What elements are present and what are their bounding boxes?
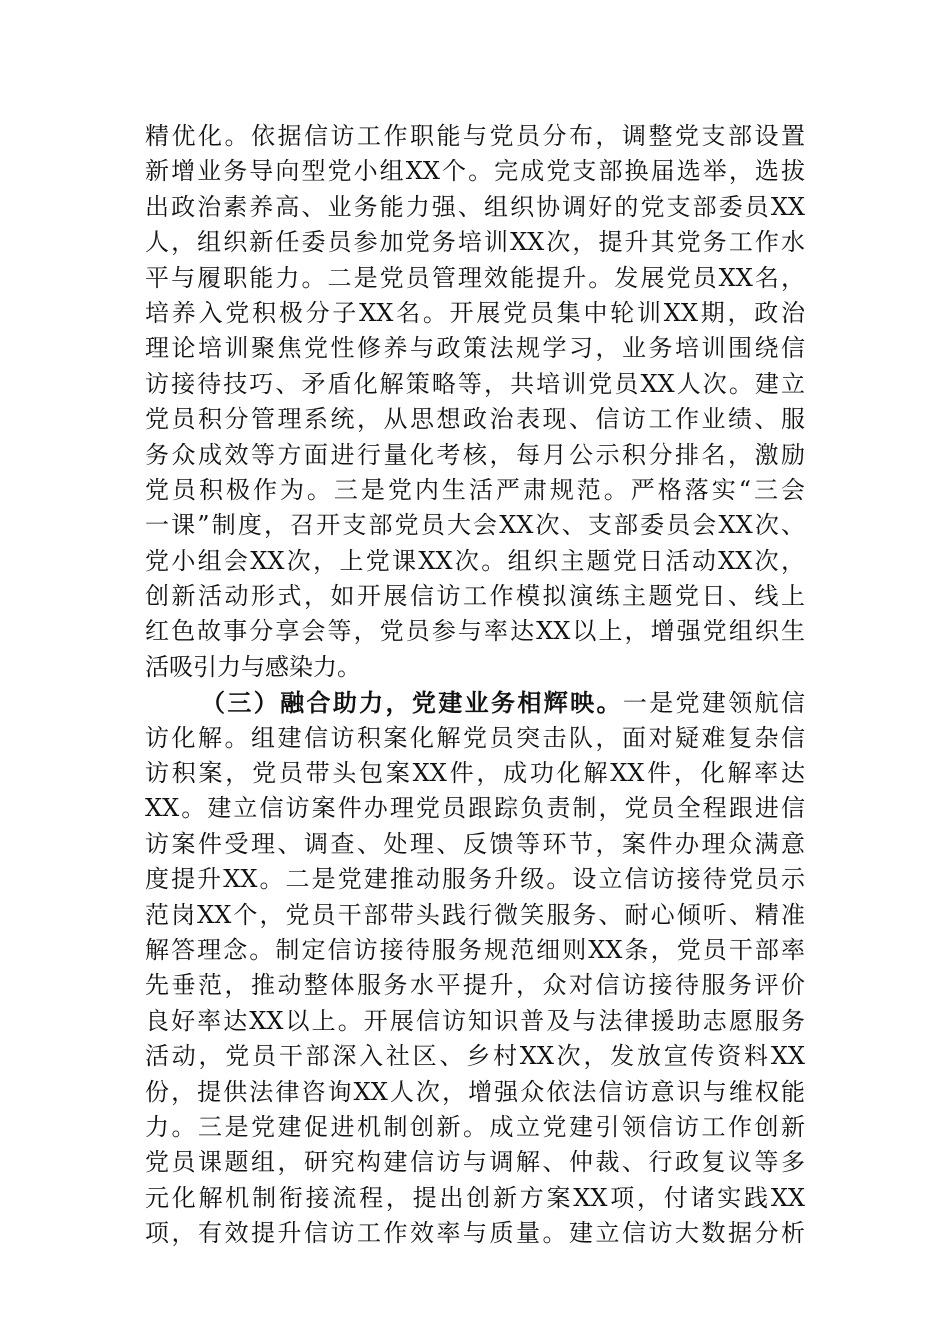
text-line: 红色故事分享会等，党员参与率达XX以上，增强党组织生 <box>145 617 805 646</box>
text-line: 访案件受理、调查、处理、反馈等环节，案件办理众满意 <box>145 829 805 858</box>
text-line: 党员课题组，研究构建信访与调解、仲裁、行政复议等多 <box>145 1148 805 1177</box>
text-line: 访接待技巧、矛盾化解策略等，共培训党员XX人次。建立 <box>145 369 805 398</box>
text-line: 精优化。依据信访工作职能与党员分布，调整党支部设置 <box>145 122 805 150</box>
text-line: 度提升XX。二是党建推动服务升级。设立信访接待党员示 <box>145 865 805 894</box>
paragraph-1 <box>145 119 805 685</box>
text-line: 理论培训聚焦党性修养与政策法规学习，业务培训围绕信 <box>145 334 805 363</box>
text-span: 一是党建领航信 <box>622 689 806 718</box>
text-line: 力。三是党建促进机制创新。成立党建引领信访工作创新 <box>145 1112 805 1141</box>
paragraph-2 <box>145 685 805 1251</box>
text-line: 解答理念。制定信访接待服务规范细则XX条，党员干部率 <box>145 935 805 964</box>
text-line: 平与履职能力。二是党员管理效能提升。发展党员XX名， <box>145 263 805 292</box>
text-line: 访积案，党员带头包案XX件，成功化解XX件，化解率达 <box>145 759 805 788</box>
section-heading: （三）融合助力，党建业务相辉映。 <box>201 688 623 718</box>
document-body <box>145 119 805 1252</box>
text-line: 党小组会XX次，上党课XX次。组织主题党日活动XX次， <box>145 546 805 575</box>
text-line: 务众成效等方面进行量化考核，每月公示积分排名，激励 <box>145 440 805 469</box>
text-line: 创新活动形式，如开展信访工作模拟演练主题党日、线上 <box>145 582 805 611</box>
text-line: 新增业务导向型党小组XX个。完成党支部换届选举，选拔 <box>145 157 805 186</box>
text-line: 人，组织新任委员参加党务培训XX次，提升其党务工作水 <box>145 228 805 257</box>
text-line: 活动，党员干部深入社区、乡村XX次，发放宣传资料XX <box>145 1042 805 1071</box>
text-line: 党员积分管理系统，从思想政治表现、信访工作业绩、服 <box>145 405 805 434</box>
text-line: 元化解机制衔接流程，提出创新方案XX项，付诸实践XX <box>145 1183 805 1212</box>
text-line: 良好率达XX以上。开展信访知识普及与法律援助志愿服务 <box>145 1006 805 1035</box>
text-line: XX。建立信访案件办理党员跟踪负责制，党员全程跟进信 <box>145 794 805 823</box>
text-line: 培养入党积极分子XX名。开展党员集中轮训XX期，政治 <box>145 298 805 327</box>
text-line: 访化解。组建信访积案化解党员突击队，面对疑难复杂信 <box>145 723 805 752</box>
text-line: 一课”制度，召开支部党员大会XX次、支部委员会XX次、 <box>145 511 805 540</box>
text-line: 出政治素养高、业务能力强、组织协调好的党支部委员XX <box>145 192 805 221</box>
text-line: 先垂范，推动整体服务水平提升，众对信访接待服务评价 <box>145 971 805 1000</box>
text-line: 党员积极作为。三是党内生活严肃规范。严格落实“三会 <box>145 475 805 504</box>
text-line: 活吸引力与感染力。 <box>145 652 361 681</box>
text-line: 项，有效提升信访工作效率与质量。建立信访大数据分析 <box>145 1219 805 1248</box>
text-line: 范岗XX个，党员干部带头践行微笑服务、耐心倾听、精准 <box>145 900 805 929</box>
paragraph-2-first-line <box>145 685 805 720</box>
text-line: 份，提供法律咨询XX人次，增强众依法信访意识与维权能 <box>145 1077 805 1106</box>
